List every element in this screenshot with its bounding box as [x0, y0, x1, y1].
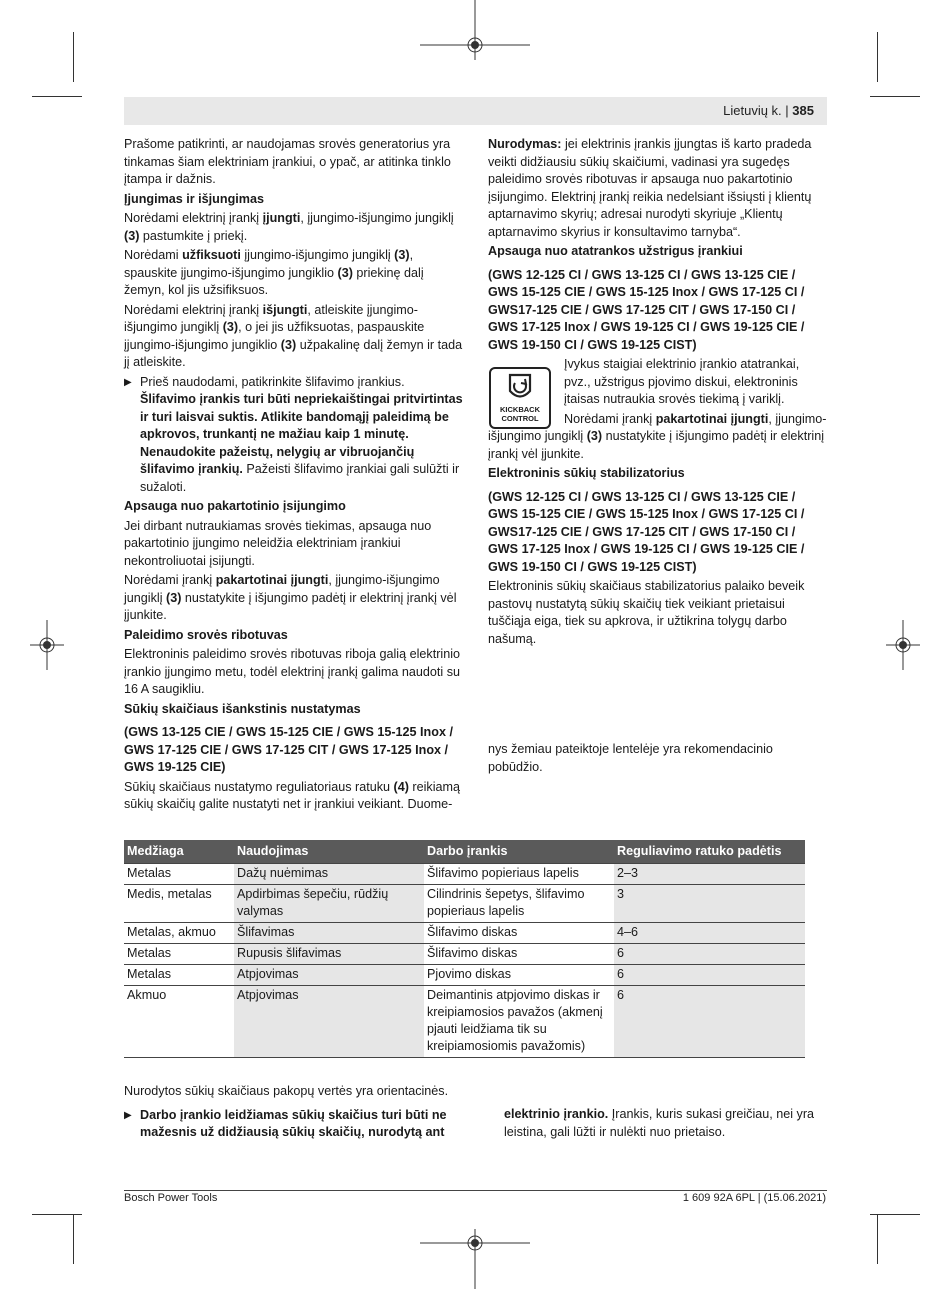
table-cell: Metalas [124, 965, 234, 986]
table-cell: Šlifavimo diskas [424, 923, 614, 944]
kickback-control-icon [489, 367, 551, 429]
crop-mark [73, 32, 74, 82]
intro-paragraph: Prašome patikrinti, ar naudojamas srovės generatorius yra tinkamas šiam elektriniam įrankiui, o ypač, ar atitinka tinklo įtampa ir dažnis. [124, 137, 451, 186]
table-cell: Cilindrinis šepetys, šlifavimo popieriaus lapelis [424, 885, 614, 923]
table-cell: Medis, metalas [124, 885, 234, 923]
crop-mark [877, 1214, 878, 1264]
paragraph: Elektroninis sūkių skaičiaus stabilizatorius palaiko beveik pastovų nustatytą sūkių skaičių tiek veikiant prietaisui tuščiąja eiga, tiek su apkrova, ir užtikrina tolygų darbo našumą. [488, 579, 805, 646]
table-cell: 4–6 [614, 923, 805, 944]
paragraph: Įvykus staigiai elektrinio įrankio atatrankai, pvz., užstrigus pjovimo diskui, elektroninis įtaisas nutraukia srovės tiekimą į variklį. [564, 357, 800, 406]
table-cell: 6 [614, 944, 805, 965]
footer-brand: Bosch Power Tools [124, 1192, 218, 1204]
paragraph: Sūkių skaičiaus nustatymo reguliatoriaus ratuku (4) reikiamą sūkių skaičių galite nustatyti net ir įrankiui veikiant. Duome- [124, 779, 460, 811]
paragraph: Norėdami įrankį pakartotinai įjungti, įjungimo-išjungimo jungiklį (3) nustatykite į išjungimo padėtį ir elektrinį įrankį vėl įjunkite. [124, 573, 457, 622]
after-table-right [504, 1106, 824, 1143]
paragraph: Norėdami elektrinį įrankį įjungti, įjungimo-išjungimo jungiklį (3) pastumkite į priekį. [124, 211, 454, 243]
table-cell: Atpjovimas [234, 965, 424, 986]
bullet-item: ▶ Prieš naudodami, patikrinkite šlifavimo įrankius. Šlifavimo įrankis turi būti nepriekaištingai pritvirtintas ir turi laisvai suktis. Atlikite bandomąjį paleidimą be apkrovos, trunkantį ne mažiau kaip 1 minutę. Nenaudokite pažeistų, nelygių ar vibruojančių šlifavimo įrankių. Pažeisti šlifavimo įrankiai gali sulūžti ir sužaloti. [124, 374, 464, 497]
registration-mark-icon [420, 0, 530, 60]
table-header-cell: Reguliavimo ratuko padėtis [614, 840, 805, 864]
section-name: Lietuvių k. [723, 103, 782, 118]
section-title: Apsauga nuo pakartotinio įsijungimo [124, 499, 346, 513]
crop-mark [870, 96, 920, 97]
table-cell: Šlifavimo diskas [424, 944, 614, 965]
table-cell: 6 [614, 965, 805, 986]
left-column [124, 136, 464, 816]
registration-mark-icon [886, 620, 920, 670]
model-list: (GWS 12-125 CI / GWS 13-125 CI / GWS 13-125 CIE / GWS 15-125 CIE / GWS 15-125 Inox / GWS 17-125 CI / GWS17-125 CIE / GWS 17-125 CIT / GWS 17-150 CI / GWS 17-125 Inox / GWS 19-125 CI / GWS 19-125 CIE / GWS 19-150 CI / GWS 19-125 CIST) [488, 267, 805, 352]
table-cell: Šlifavimo popieriaus lapelis [424, 864, 614, 885]
crop-mark [877, 32, 878, 82]
paragraph: Jei dirbant nutraukiamas srovės tiekimas, apsauga nuo pakartotinio įjungimo neleidžia elektriniam įrankiui nekontroliuotai įsijungti. [124, 518, 432, 568]
registration-mark-icon [30, 620, 64, 670]
table-cell: Akmuo [124, 986, 234, 1058]
table-cell: Metalas [124, 944, 234, 965]
table-cell: 3 [614, 885, 805, 923]
kickback-label: KICKBACK [500, 405, 540, 414]
registration-mark-icon [420, 1229, 530, 1289]
table-header-cell: Naudojimas [234, 840, 424, 864]
table-header-cell: Medžiaga [124, 840, 234, 864]
paragraph: Norėdami elektrinį įrankį išjungti, atleiskite įjungimo-išjungimo jungiklį (3), o jei jis užfiksuotas, paspauskite įjungimo-išjungimo jungiklio (3) užpakalinę dalį žemyn ir tada jį atleiskite. [124, 302, 463, 369]
bullet-item: ▶ Darbo įrankio leidžiamas sūkių skaičius turi būti ne mažesnis už didžiausią sūkių skaičių, nurodytą ant [124, 1107, 458, 1142]
page-number: 385 [792, 103, 814, 118]
crop-mark [870, 1214, 920, 1215]
section-title: Sūkių skaičiaus išankstinis nustatymas [124, 701, 361, 716]
table-cell: Dažų nuėmimas [234, 864, 424, 885]
paragraph: Elektroninis paleidimo srovės ribotuvas riboja galią elektrinio įrankio įjungimo metu, todėl elektrinį įrankį galima naudoti su 16 A saugikliu. [124, 647, 461, 696]
after-table-left [124, 1083, 484, 1144]
model-list: (GWS 13-125 CIE / GWS 15-125 CIE / GWS 15-125 Inox / GWS 17-125 CIE / GWS 17-125 CIT / GWS 17-125 Inox / GWS 19-125 CIE) [124, 725, 453, 774]
table-note: Nurodytos sūkių skaičiaus pakopų vertės yra orientacinės. [124, 1084, 449, 1098]
paragraph: Norėdami įrankį pakartotinai įjungti, įjungimo-išjungimo jungiklį (3) nustatykite į išjungimo padėtį ir elektrinį įrankį vėl įjunkite. [488, 411, 827, 461]
crop-mark [32, 1214, 82, 1215]
table-row [124, 885, 805, 923]
table-row [124, 923, 805, 944]
page-header: Lietuvių k. | 385 [723, 103, 814, 118]
section-title: Elektroninis sūkių stabilizatorius [488, 466, 685, 480]
crop-mark [73, 1214, 74, 1264]
table-intro-continued: nys žemiau pateiktoje lentelėje yra rekomendacinio pobūdžio. [488, 742, 773, 774]
table-header-row [124, 840, 805, 864]
paragraph: Norėdami užfiksuoti įjungimo-išjungimo jungiklį (3), spauskite įjungimo-išjungimo jungiklio (3) priekinę dalį žemyn, kol jis užsifiksuos. [124, 248, 424, 297]
header-bar [124, 97, 827, 125]
section-title: Įjungimas ir išjungimas [124, 191, 264, 206]
table-cell: Deimantinis atpjovimo diskas ir kreipiamosios pavažos (akmenį pjauti leidžiama tik su kreipiamosiomis pavažomis) [424, 986, 614, 1058]
paragraph: elektrinio įrankio. Įrankis, kuris sukasi greičiau, nei yra leistina, gali lūžti ir nulėkti nuo prietaiso. [504, 1107, 815, 1139]
table-row [124, 944, 805, 965]
table-cell: Rupusis šlifavimas [234, 944, 424, 965]
table-cell: Pjovimo diskas [424, 965, 614, 986]
table-cell: 6 [614, 986, 805, 1058]
table-header-cell: Darbo įrankis [424, 840, 614, 864]
section-title: Paleidimo srovės ribotuvas [124, 627, 288, 642]
table-cell: Metalas, akmuo [124, 923, 234, 944]
table-row [124, 864, 805, 885]
table-cell: Metalas [124, 864, 234, 885]
crop-mark [32, 96, 82, 97]
table-cell: Apdirbimas šepečiu, rūdžių valymas [234, 885, 424, 923]
kickback-label: CONTROL [501, 414, 539, 423]
table-row [124, 965, 805, 986]
model-list: (GWS 12-125 CI / GWS 13-125 CI / GWS 13-125 CIE / GWS 15-125 CIE / GWS 15-125 Inox / GWS 17-125 CI / GWS17-125 CIE / GWS 17-125 CIT / GWS 17-150 CI / GWS 17-125 Inox / GWS 19-125 CI / GWS 19-125 CIE / GWS 19-150 CI / GWS 19-125 CIST) [488, 489, 805, 574]
table-cell: Atpjovimas [234, 986, 424, 1058]
kickback-symbol-icon [491, 371, 549, 407]
section-title: Apsauga nuo atatrankos užstrigus įrankiui [488, 244, 743, 258]
table-row [124, 986, 805, 1058]
note-paragraph: Nurodymas: jei elektrinis įrankis įjungtas iš karto pradeda veikti didžiausiu sūkių skaičiumi, vadinasi yra sugedęs paleidimo srovės ribotuvas ir apsauga nuo pakartotinio įsijungimo. Elektrinį įrankį reikia nedelsiant išsiųsti į klientų aptarnavimo skyrių; adresai nurodyti skyriuje „Klientų aptarnavimo skyrius ir konsultavimo tarnyba“. [488, 137, 812, 239]
table-cell: Šlifavimas [234, 923, 424, 944]
footer-doc-number: 1 609 92A 6PL | (15.06.2021) [682, 1192, 826, 1204]
speed-setting-table [124, 840, 805, 1058]
footer-rule [124, 1190, 827, 1191]
table-cell: 2–3 [614, 864, 805, 885]
